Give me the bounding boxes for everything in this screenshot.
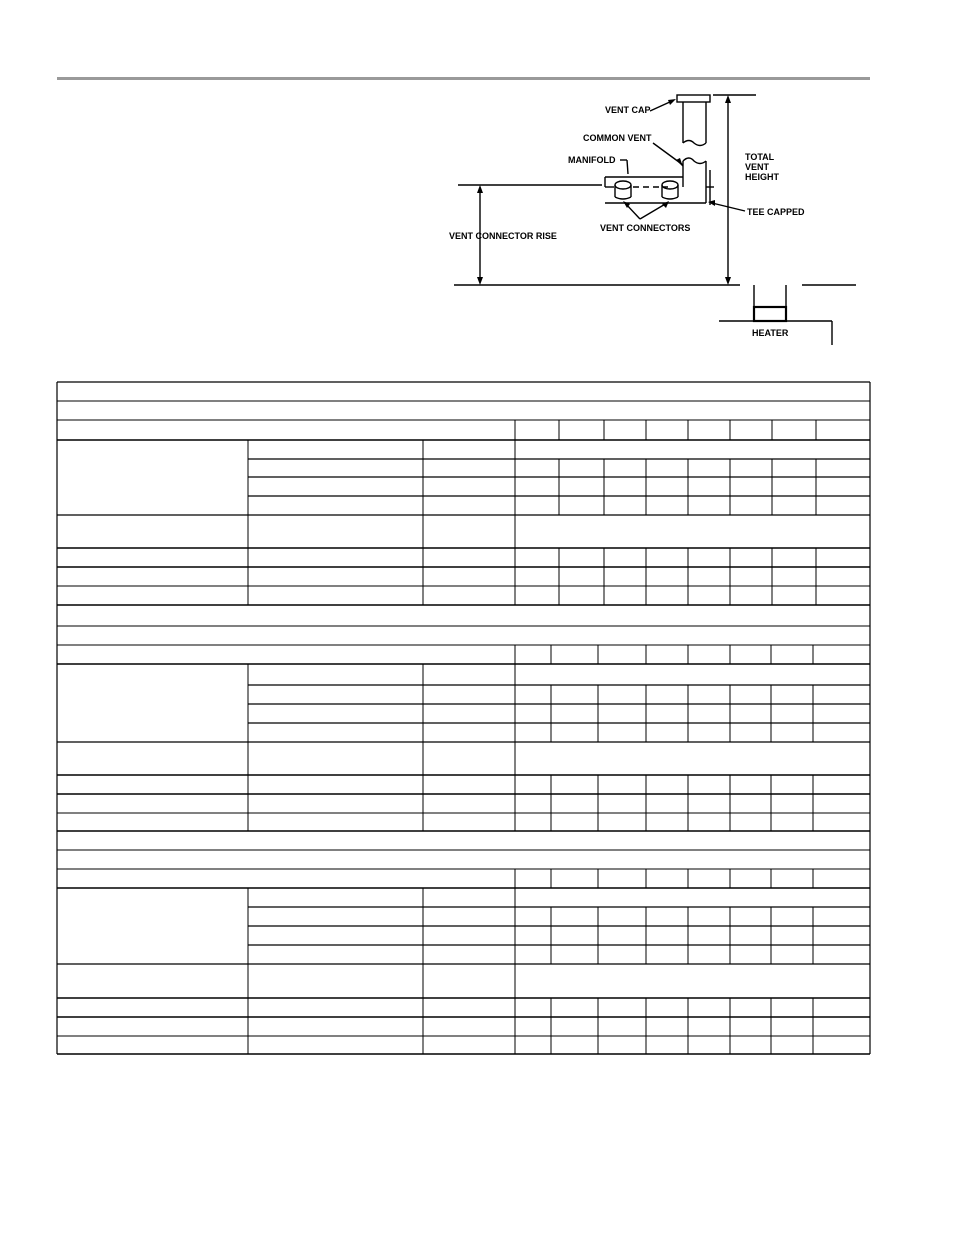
vent-connectors-label: VENT CONNECTORS — [600, 223, 691, 233]
vent-cap-label: VENT CAP — [605, 105, 651, 115]
total-vent-height-label-1: TOTAL — [745, 152, 775, 162]
total-vent-height-label-3: HEIGHT — [745, 172, 780, 182]
vent-connector-rise-label: VENT CONNECTOR RISE — [449, 231, 557, 241]
common-vent-label: COMMON VENT — [583, 133, 652, 143]
total-vent-height-label-2: VENT — [745, 162, 770, 172]
manifold-label: MANIFOLD — [568, 155, 616, 165]
heater-label: HEATER — [752, 328, 789, 338]
tee-capped-label: TEE CAPPED — [747, 207, 805, 217]
